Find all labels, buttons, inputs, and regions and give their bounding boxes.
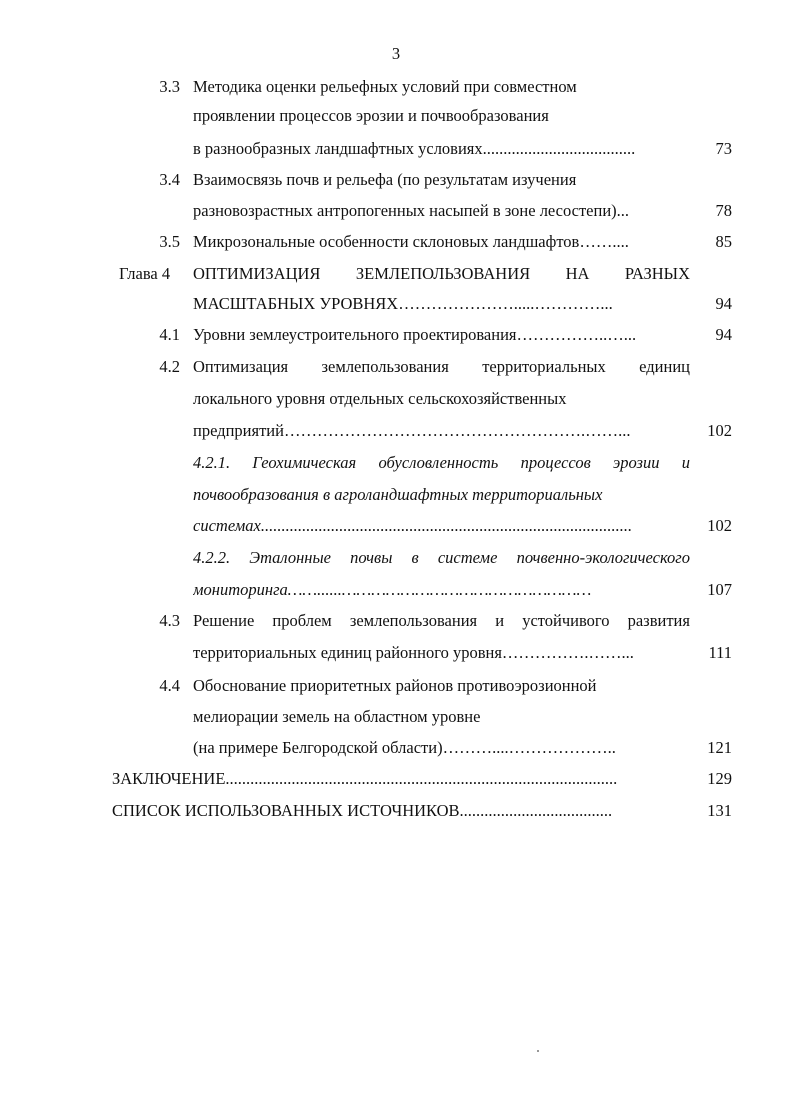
word: почвенно-экологического — [516, 548, 690, 567]
word: и — [681, 453, 690, 472]
page-ref: 73 — [715, 139, 732, 158]
conclusion-entry: ЗАКЛЮЧЕНИЕ............................................................................................... — [112, 769, 618, 788]
word: Эталонные — [249, 548, 331, 567]
references-entry: СПИСОК ИСПОЛЬЗОВАННЫХ ИСТОЧНИКОВ..................................... — [112, 801, 613, 820]
chapter-title — [193, 264, 690, 284]
chapter-title: МАСШТАБНЫХ УРОВНЯХ………………….....…………... — [193, 294, 613, 313]
word: обусловленность — [378, 453, 499, 472]
toc-entry-title: Методика оценки рельефных условий при совместном — [193, 77, 577, 96]
word: в — [411, 548, 419, 567]
section-number: 4.2 — [159, 357, 180, 376]
subsection-title — [193, 453, 690, 473]
toc-entry-title: проявлении процессов эрозии и почвообразования — [193, 106, 549, 125]
section-number: 4.3 — [159, 611, 180, 630]
subsection-title: системах.......................................................................................... — [193, 516, 633, 535]
page-ref: 129 — [707, 769, 732, 788]
word: процессов — [520, 453, 591, 472]
page-ref: 111 — [708, 643, 732, 662]
page-ref: 94 — [715, 325, 732, 344]
toc-entry-title: Уровни землеустроительного проектирования……………..…... — [193, 325, 637, 344]
word: единиц — [639, 357, 690, 376]
word: ОПТИМИЗАЦИЯ — [193, 264, 321, 283]
page-ref: 107 — [707, 580, 732, 599]
page-ref: 85 — [715, 232, 732, 251]
toc-entry-title: Взаимосвязь почв и рельефа (по результатам изучения — [193, 170, 577, 189]
word: Оптимизация — [193, 357, 289, 376]
word: проблем — [272, 611, 332, 630]
chapter-number: Глава 4 — [119, 264, 171, 283]
word: землепользования — [349, 611, 478, 630]
toc-entry-title: разновозрастных антропогенных насыпей в зоне лесостепи)... — [193, 201, 630, 220]
subsection-title: почвообразования в агроландшафтных территориальных — [193, 485, 603, 504]
word: РАЗНЫХ — [624, 264, 690, 283]
page-ref: 78 — [715, 201, 732, 220]
word: Решение — [193, 611, 255, 630]
toc-entry-title: локального уровня отдельных сельскохозяйственных — [193, 389, 567, 408]
section-number: 3.4 — [159, 170, 180, 189]
word: и — [495, 611, 505, 630]
word: ЗЕМЛЕПОЛЬЗОВАНИЯ — [355, 264, 531, 283]
scan-speck — [537, 1050, 539, 1052]
page-ref: 94 — [715, 294, 732, 313]
toc-entry-title: мелиорации земель на областном уровне — [193, 707, 481, 726]
toc-entry-title: Микрозональные особенности склоновых ландшафтов…….... — [193, 232, 629, 251]
section-number: 4.4 — [159, 676, 180, 695]
page-ref: 102 — [707, 516, 732, 535]
word: системе — [437, 548, 498, 567]
toc-entry-title: (на примере Белгородской области)………....……………….. — [193, 738, 616, 757]
page-number: 3 — [391, 44, 401, 63]
toc-entry-title: в разнообразных ландшафтных условиях..................................... — [193, 139, 636, 158]
section-number: 3.5 — [159, 232, 180, 251]
word: 4.2.2. — [193, 548, 231, 567]
toc-entry-title: территориальных единиц районного уровня…………….……... — [193, 643, 634, 662]
toc-entry-title: Обоснование приоритетных районов противоэрозионной — [193, 676, 597, 695]
word: НА — [565, 264, 590, 283]
page-ref: 102 — [707, 421, 732, 440]
toc-entry-title — [193, 611, 690, 631]
subsection-title — [193, 548, 690, 568]
word: 4.2.1. — [193, 453, 231, 472]
page-ref: 121 — [707, 738, 732, 757]
word: устойчивого — [522, 611, 610, 630]
word: почвы — [350, 548, 393, 567]
word: территориальных — [482, 357, 606, 376]
word: развития — [627, 611, 690, 630]
section-number: 3.3 — [159, 77, 180, 96]
word: эрозии — [612, 453, 660, 472]
toc-entry-title — [193, 357, 690, 377]
word: землепользования — [321, 357, 449, 376]
toc-entry-title: предприятий……………………………………………….……... — [193, 421, 631, 440]
page-ref: 131 — [707, 801, 732, 820]
section-number: 4.1 — [159, 325, 180, 344]
word: Геохимическая — [252, 453, 357, 472]
subsection-title: мониторинга……......…………………………………………… — [193, 580, 592, 599]
